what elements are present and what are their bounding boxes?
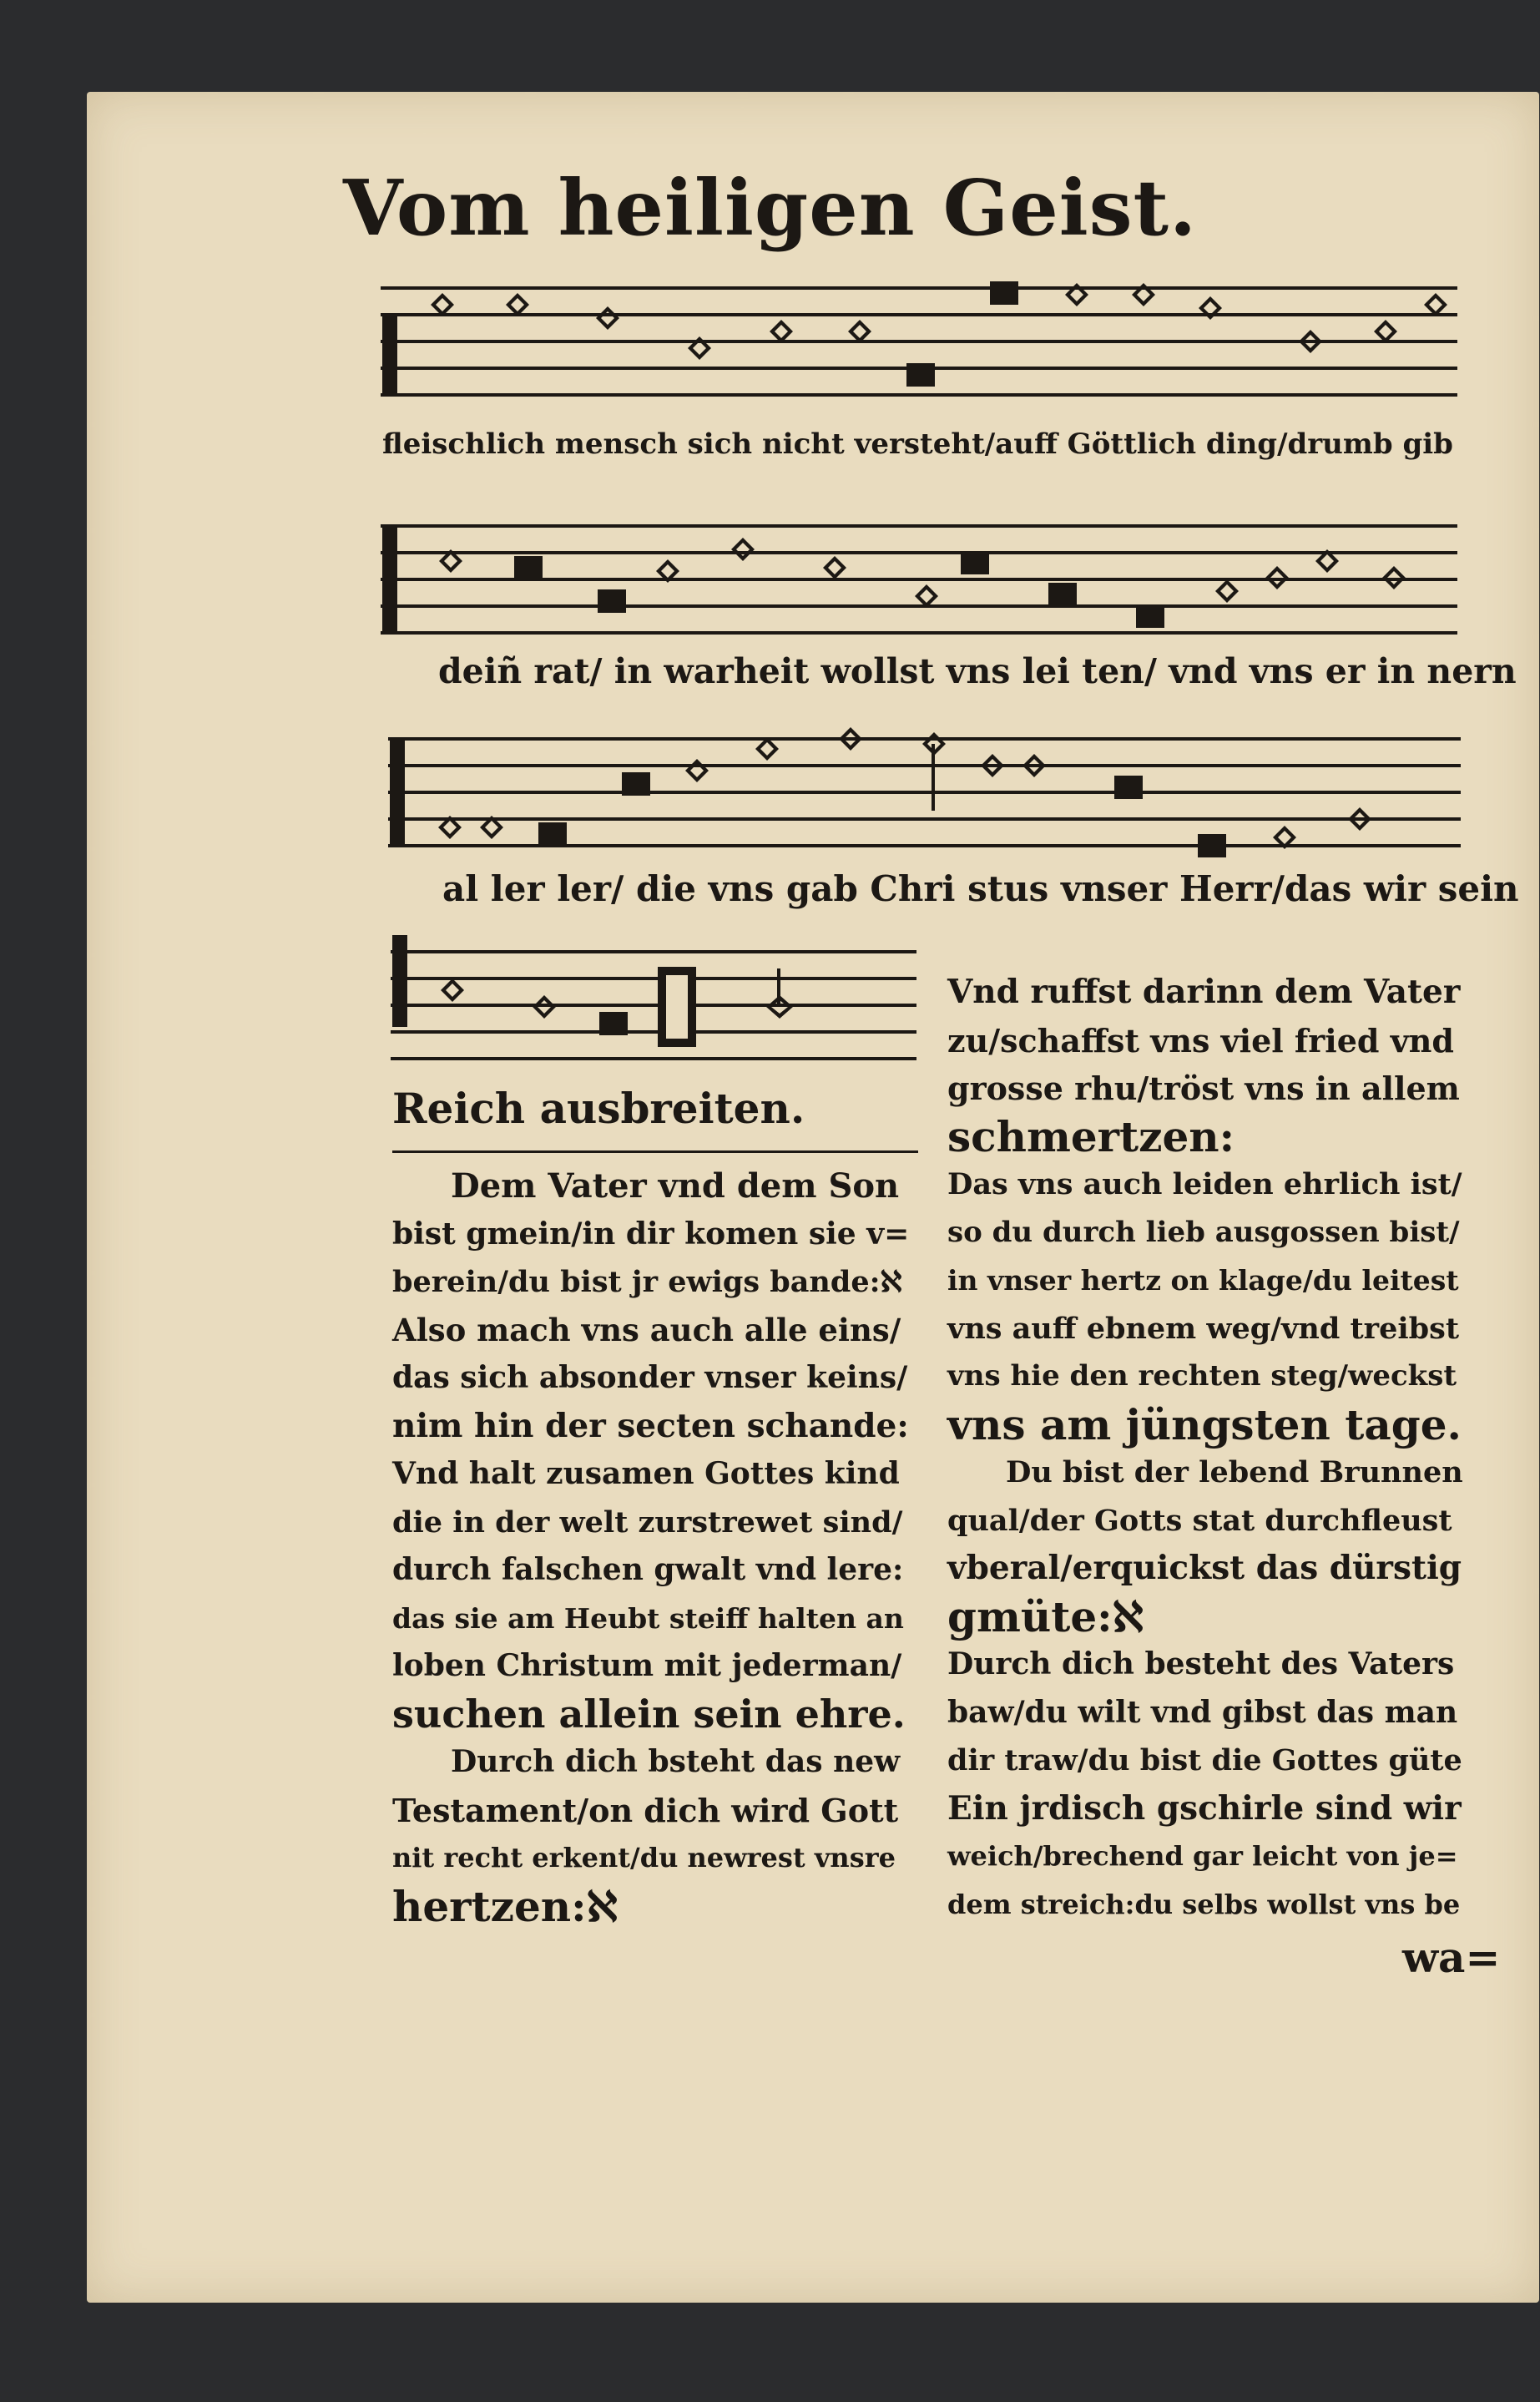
right-line: schmertzen:	[947, 1111, 1235, 1161]
left-line: loben Christum mit jederman/	[392, 1648, 902, 1683]
left-line: Vnd halt zusamen Gottes kind	[392, 1456, 900, 1491]
right-text-column	[947, 968, 1482, 1929]
right-line: baw/du wilt vnd gibst das man	[947, 1694, 1458, 1730]
right-line: Vnd ruffst darinn dem Vater	[947, 973, 1461, 1011]
left-line: Durch dich bsteht das new	[451, 1744, 901, 1779]
right-line: qual/der Gotts stat durchfleust	[947, 1503, 1452, 1538]
right-line: dir traw/du bist die Gottes güte	[947, 1743, 1462, 1777]
right-line: vberal/erquickst das dürstig	[947, 1549, 1462, 1587]
left-line: bist gmein/in dir komen sie v=	[392, 1216, 910, 1252]
right-line: grosse rhu/tröst vns in allem	[947, 1070, 1460, 1107]
page-title: Vom heiligen Geist.	[342, 163, 1198, 253]
column-divider-rule	[392, 1150, 918, 1153]
lyric-line-4: Reich ausbreiten.	[392, 1084, 805, 1133]
lyric-line-1: fleischlich mensch sich nicht versteht/auff Göttlich ding/drumb gib	[382, 427, 1453, 461]
music-staff-4	[391, 927, 916, 1069]
left-line: Also mach vns auch alle eins/	[392, 1311, 901, 1348]
music-staff-3	[388, 714, 1461, 864]
music-staff-2	[381, 501, 1457, 647]
catchword: wa=	[1402, 1933, 1501, 1982]
left-line: das sie am Heubt steiff halten an	[392, 1601, 904, 1635]
left-line: Dem Vater vnd dem Son	[451, 1166, 900, 1206]
right-line: vns hie den rechten steg/weckst	[947, 1359, 1457, 1393]
left-line: suchen allein sein ehre.	[392, 1691, 906, 1737]
lyric-line-3: al ler ler/ die vns gab Chri stus vnser Herr/das wir sein	[442, 868, 1519, 909]
left-line: nim hin der secten schande:	[392, 1406, 909, 1445]
right-line: so du durch lieb ausgossen bist/	[947, 1215, 1460, 1249]
right-line: gmüte:ℵ	[947, 1591, 1144, 1641]
left-line: Testament/on dich wird Gott	[392, 1791, 899, 1829]
right-line: Ein jrdisch gschirle sind wir	[947, 1788, 1462, 1828]
right-line: Das vns auch leiden ehrlich ist/	[947, 1167, 1462, 1201]
left-text-column	[392, 1162, 927, 1930]
right-line: Durch dich besteht des Vaters	[947, 1646, 1455, 1681]
lyric-line-2: deiñ rat/ in warheit wollst vns lei ten/ vnd vns er in nern	[438, 651, 1517, 691]
left-line: hertzen:ℵ	[392, 1881, 618, 1931]
right-line: in vnser hertz on klage/du leitest	[947, 1264, 1459, 1297]
left-line: durch falschen gwalt vnd lere:	[392, 1552, 904, 1587]
right-line: vns auff ebnem weg/vnd treibst	[947, 1311, 1459, 1346]
left-line: die in der welt zurstrewet sind/	[392, 1504, 903, 1540]
left-line: berein/du bist jr ewigs bande:ℵ	[392, 1265, 902, 1299]
music-staff-1	[381, 271, 1457, 417]
right-line: weich/brechend gar leicht von je=	[947, 1840, 1458, 1872]
right-line: dem streich:du selbs wollst vns be	[947, 1888, 1461, 1920]
right-line: vns am jüngsten tage.	[947, 1399, 1462, 1449]
left-line: das sich absonder vnser keins/	[392, 1360, 908, 1395]
right-line: zu/schaffst vns viel fried vnd	[947, 1021, 1454, 1059]
left-line: nit recht erkent/du newrest vnsre	[392, 1842, 896, 1874]
right-line: Du bist der lebend Brunnen	[1006, 1455, 1463, 1489]
